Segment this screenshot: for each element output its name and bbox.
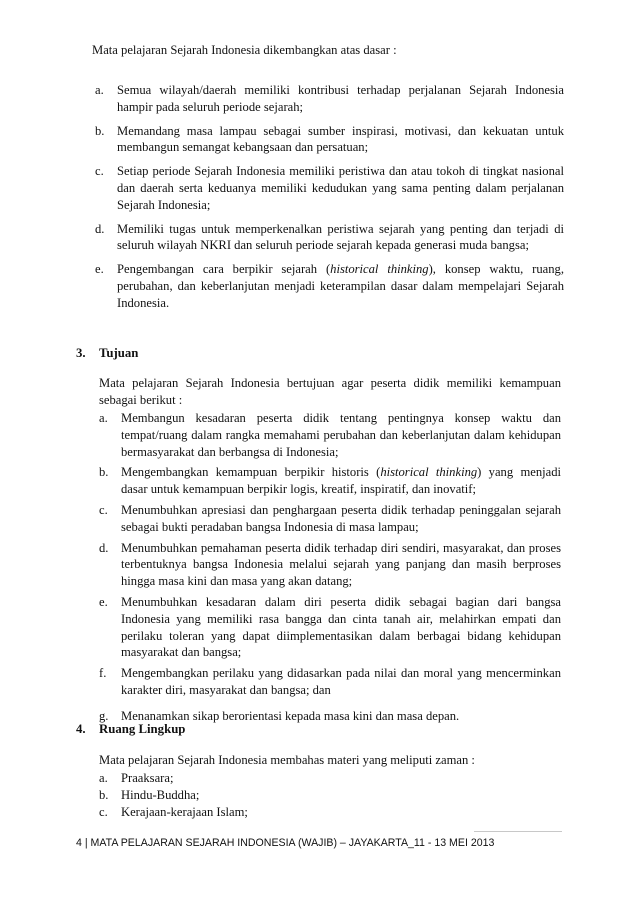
list-marker: b. bbox=[99, 465, 109, 480]
section-heading-ruang-lingkup bbox=[76, 722, 185, 737]
list-item bbox=[99, 410, 561, 460]
list-marker: g. bbox=[99, 708, 109, 723]
scope-list bbox=[99, 770, 561, 820]
italic-term: historical thinking bbox=[330, 262, 429, 277]
list-item-text: Setiap periode Sejarah Indonesia memiliki peristiwa dan atau tokoh di tingkat nasional dan daerah serta keduanya memiliki kedudukan yang sama penting dalam perjalanan Sejarah Indonesia; bbox=[117, 164, 564, 212]
list-item-text: Kerajaan-kerajaan Islam; bbox=[121, 804, 248, 819]
list-item-text: Menumbuhkan pemahaman peserta didik terhadap diri sendiri, masyarakat, dan proses terbentuknya bangsa Indonesia melalui sejarah yang panjang dan masih berproses hingga masa kini dan masa yang akan datang; bbox=[121, 540, 561, 589]
list-marker: b. bbox=[99, 787, 109, 802]
list-marker: b. bbox=[95, 123, 105, 138]
list-item bbox=[84, 261, 564, 311]
list-item bbox=[99, 464, 561, 498]
list-marker: a. bbox=[95, 83, 104, 97]
list-marker: e. bbox=[95, 262, 104, 277]
list-item-text: Menanamkan sikap berorientasi kepada masa kini dan masa depan. bbox=[121, 708, 460, 723]
list-item-text-start: Mengembangkan kemampuan berpikir historis ( bbox=[121, 465, 381, 480]
list-item-text: Hindu-Buddha; bbox=[121, 787, 200, 802]
section-title: Ruang Lingkup bbox=[99, 722, 186, 736]
list-marker: d. bbox=[99, 540, 109, 555]
footer-divider bbox=[474, 831, 562, 832]
list-marker: c. bbox=[99, 804, 108, 819]
list-item bbox=[84, 221, 564, 255]
list-item-text: Memandang masa lampau sebagai sumber inspirasi, motivasi, dan kekuatan untuk membangun semangat kebangsaan dan persatuan; bbox=[117, 123, 564, 155]
list-item-text: Praaksara; bbox=[121, 771, 174, 785]
list-item-text-end: ), konsep waktu, ruang, perubahan, dan keberlanjutan menjadi keterampilan dasar dalam mempelajari Sejarah Indonesia. bbox=[117, 262, 565, 310]
section-lead: Mata pelajaran Sejarah Indonesia membahas materi yang meliputi zaman : bbox=[99, 753, 475, 767]
list-item bbox=[84, 163, 564, 213]
list-item-text: Menumbuhkan kesadaran dalam diri peserta didik sebagai bagian dari bangsa Indonesia yang memiliki rasa bangga dan cinta tanah air, melahirkan empati dan perilaku toleran yang dapat diimplementasikan dalam berbagai bidang kehidupan masyarakat dan bangsa; bbox=[121, 594, 561, 660]
basis-list bbox=[84, 82, 564, 312]
section-heading-tujuan bbox=[76, 346, 138, 361]
italic-term: historical thinking bbox=[380, 465, 478, 480]
list-marker: f. bbox=[99, 666, 107, 681]
list-item-text: Mengembangkan perilaku yang didasarkan pada nilai dan moral yang mencerminkan karakter diri, masyarakat dan bangsa; dan bbox=[121, 666, 561, 697]
list-item bbox=[99, 804, 561, 821]
list-item bbox=[99, 594, 561, 661]
list-item-text: Semua wilayah/daerah memiliki kontribusi terhadap perjalanan Sejarah Indonesia hampir pada seluruh periode sejarah; bbox=[117, 83, 564, 114]
list-item bbox=[99, 770, 561, 787]
goals-list bbox=[99, 410, 561, 725]
list-marker: c. bbox=[95, 164, 104, 179]
list-item bbox=[99, 502, 561, 536]
list-item bbox=[84, 123, 564, 157]
section-title: Tujuan bbox=[99, 346, 139, 360]
list-item-text: Memiliki tugas untuk memperkenalkan peristiwa sejarah yang penting dan terjadi di seluruh wilayah NKRI dan seluruh periode sejarah kepada generasi muda bangsa; bbox=[117, 221, 564, 253]
list-marker: a. bbox=[99, 411, 108, 425]
list-item-text-end: ) yang menjadi dasar untuk kemampuan berpikir logis, kreatif, inspiratif, dan inovatif; bbox=[121, 465, 562, 497]
intro-text: Mata pelajaran Sejarah Indonesia dikembangkan atas dasar : bbox=[92, 43, 397, 57]
list-item-text: Menumbuhkan apresiasi dan penghargaan peserta didik terhadap peninggalan sejarah sebagai bukti peradaban bangsa Indonesia di masa lampau; bbox=[121, 502, 561, 534]
list-item bbox=[99, 665, 561, 699]
page-footer: 4 | MATA PELAJARAN SEJARAH INDONESIA (WAJIB) – JAYAKARTA_11 - 13 MEI 2013 bbox=[76, 837, 495, 849]
list-item bbox=[99, 540, 561, 590]
list-item bbox=[99, 787, 561, 804]
list-item-text: Membangun kesadaran peserta didik tentang pentingnya konsep waktu dan tempat/ruang dalam rangka memahami perubahan dan keberlanjutan dalam kehidupan bermasyarakat dan berbangsa di Indonesia; bbox=[121, 411, 561, 459]
section-lead: Mata pelajaran Sejarah Indonesia bertujuan agar peserta didik memiliki kemampuan sebagai berikut : bbox=[99, 376, 561, 407]
list-marker: d. bbox=[95, 221, 105, 236]
list-marker: a. bbox=[99, 771, 108, 785]
section-number: 4. bbox=[76, 722, 86, 736]
list-marker: c. bbox=[99, 502, 108, 517]
list-item bbox=[84, 82, 564, 116]
section-number: 3. bbox=[76, 346, 86, 360]
list-item-text-start: Pengembangan cara berpikir sejarah ( bbox=[117, 262, 331, 277]
list-marker: e. bbox=[99, 594, 108, 609]
